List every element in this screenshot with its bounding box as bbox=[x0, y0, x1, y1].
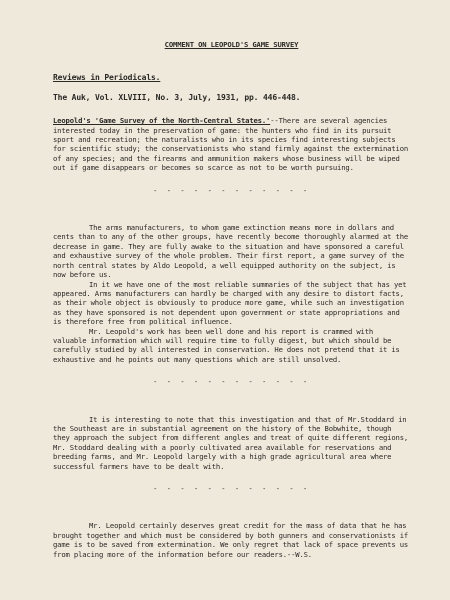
paragraph-1: The arms manufacturers, to whom game extinction means more in dollars and cents than to any of the other groups, have recently become thoroughly alarmed at the decrease in game. They are fully awake to the situation and have sponsored a careful and exhaustive survey of the whole problem. Their first report, a game survey of the north central states by Aldo Leopold, a well equipped authority on the subject, is now before us. bbox=[53, 223, 409, 280]
paragraph-5: Mr. Leopold certainly deserves great credit for the mass of data that he has brought together and which must be considered by both gunners and conservationists if game is to be saved from extermination. We only regret that lack of space prevents us from placing more of the information before our readers.--W.S. bbox=[53, 521, 409, 559]
section-heading: Reviews in Periodicals. bbox=[53, 73, 161, 83]
intro-paragraph bbox=[53, 116, 410, 172]
intro-title: Leopold's 'Game Survey of the North-Central States.' bbox=[53, 116, 271, 126]
intro-text: --There are several agencies interested today in the preservation of game: the hunters who find in its pursuit sport and recreation; the naturalists who in its species find interesting subjects for scientific study; the conservationists who stand firmly against the extermination of any species; and the firearms and ammunition makers whose business will be wiped out if game disappears or becomes so scarce as not to be worth pursuing. bbox=[53, 116, 409, 173]
separator-1: - - - - - - - - - - - - bbox=[153, 186, 310, 195]
paragraph-4: It is interesting to note that this investigation and that of Mr.Stoddard in the Southeast are in substantial agreement on the history of the Bobwhite, though they approach the subject from different angles and treat of quite different regions, Mr. Stoddard dealing with a poorly cultivated area available for reservations and breeding farms, and Mr. Leopold largely with a high grade agricultural area where successful farmers have to be dealt with. bbox=[53, 414, 409, 471]
separator-3: - - - - - - - - - - - - bbox=[153, 485, 310, 493]
separator-2: - - - - - - - - - - - - bbox=[153, 378, 310, 387]
paragraph-2: In it we have one of the most reliable summaries of the subject that has yet appeared. Arms manufacturers can hardly be charged with any desire to distort facts, as their whole object is obviously to produce more game, while such an investigation as they have sponsored is not dependent upon government or state appropriations and is therefore free from political influence. bbox=[53, 279, 407, 327]
citation: The Auk, Vol. XLVIII, No. 3, July, 1931, pp. 446-448. bbox=[53, 92, 301, 102]
paragraph-3: Mr. Leopold's work has been well done and his report is crammed with valuable information which will require time to fully digest, but which should be carefully studied by all interested in conservation. He does not pretend that it is exhaustive and he points out many questions which are still unsolved. bbox=[53, 326, 400, 364]
page-title: COMMENT ON LEOPOLD'S GAME SURVEY bbox=[164, 40, 299, 49]
